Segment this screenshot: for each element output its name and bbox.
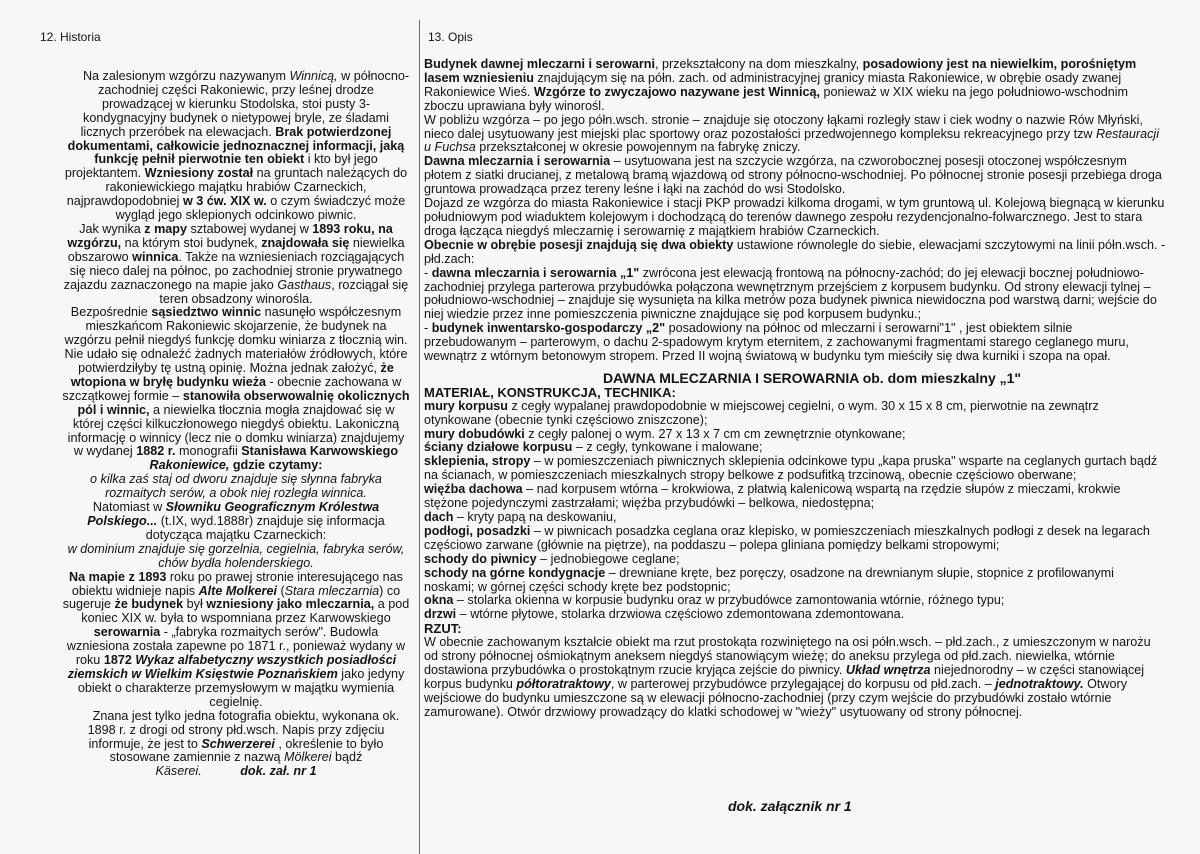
history-column	[62, 70, 410, 779]
description-column	[424, 58, 1166, 720]
material-item: schody na górne kondygnacje – drewniane kręte, bez poręczy, osadzone na drewnianym słupie, stopnice z profilowanymi noskami; w górnej części schody kręte bez podstopnic;	[424, 565, 1114, 594]
description-paragraph: - dawna mleczarnia i serowarnia „1" zwrócona jest elewacją frontową na północny-zachód; do jej elewacji bocznej południowo-zachodniej przylega parterowa przybudówka połączona wewnętrznym przejściem z korpusem budynku. Od strony elewacji tylnej – południowo-wschodniej – znajduje się wysunięta na kilka metrów poza budynek piwnica niewidoczna pod warstwą darni; wejście do niej wiedzie przez inne pomieszczenia piwniczne znajdujące się pod korpusem budynku.;	[424, 265, 1157, 322]
plan-paragraph: W obecnie zachowanym kształcie obiekt ma rzut prostokąta rozwiniętego na osi półn.wsch. – płd.zach., z umieszczonym w narożu od strony północnej ośmiokątnym aneksem niegdyś stanowiącym wieżę; do aneksu przylega od płd.zach. niewielka, wtórnie dostawiona przybudówka o prostokątnym rzucie kryjąca zejście do piwnicy. Układ wnętrza niejednorodny – w części stanowiącej korpus budynku półtoratraktowy, w parterowej przybudówce przylegającej do korpusu od płd.zach. – jednotraktowy. Otwory wejściowe do budynku umieszczone są w elewacji północno-zachodniej (przy czym wejście do przybudówki zostało wtórnie zamurowane). Otwór drzwiowy prowadzący do klatki schodowej w "wieży" usytuowany od strony północnej.	[424, 635, 1151, 719]
material-item: dach – kryty papą na deskowaniu,	[424, 510, 617, 524]
history-quote: o kilka zaś staj od dworu znajduje się słynna fabryka rozmaitych serów, a obok niej rozległa winnica.	[90, 472, 382, 501]
material-item: podłogi, posadzki – w piwnicach posadzka ceglana oraz klepisko, w pomieszczeniach mieszkalnych podłogi z desek na legarach częściowo zarwane (głównie na piętrze), na poddaszu – polepa gliniana pomiędzy belkami stropowymi;	[424, 523, 1150, 552]
section-title: DAWNA MLECZARNIA I SEROWARNIA ob. dom mieszkalny „1"	[602, 369, 1022, 386]
material-item: więźba dachowa – nad korpusem wtórna – krokwiowa, z płatwią kalenicową wspartą na rzędzie słupów z mieczami, krokwie stężone pojedynczymi zastrzałami; więźba przybudówki – belkowa, niedostępna;	[424, 482, 1121, 511]
description-paragraph: - budynek inwentarsko-gospodarczy „2" posadowiony na północ od mleczarni i serowarni"1" , jest obiektem silnie przebudowanym – parterowym, o dachu 2-spadowym krytym eternitem, z zachowanymi fragmentami starego ceglanego muru, wewnątrz z wtórnym betonowym stropem. Przed II wojną światową w budynku tym mieściły się dwa kurniki i szopa na opał.	[424, 321, 1129, 364]
description-paragraph: W pobliżu wzgórza – po jego półn.wsch. stronie – znajduje się otoczony łąkami rozległy staw i ciek wodny o nazwie Rów Młyński, nieco dalej usytuowany jest miejski plac sportowy oraz pozostałości przedwojennego kompleksu rekreacyjnego przy tzw Restauracji u Fuchsa przekształconej w okresie powojennym na fabrykę zniczy.	[424, 112, 1159, 155]
material-item: mury korpusu z cegły wypalanej prawdopodobnie w miejscowej cegielni, o wym. 30 x 15 x 8 cm, pierwotnie na zewnątrz otynkowane (obecnie tynki częściowo zniszczone);	[424, 398, 1099, 427]
attachment-reference: dok. załącznik nr 1	[728, 798, 852, 814]
history-paragraph: Jak wynika z mapy sztabowej wydanej w 1893 roku, na wzgórzu, na którym stoi budynek, znajdowała się niewielka obszarowo winnica. Także na wzniesieniach rozciągających się nieco dalej na północ, po zachodniej stronie prywatnego zajazdu zaznaczonego na mapie jako Gasthaus, rozciągał się teren obsadzony winorośla.	[63, 221, 409, 306]
history-paragraph: Na zalesionym wzgórzu nazywanym Winnicą, w północno-zachodniej części Rakoniewic, przy leśnej drodze prowadzącej w kierunku Stodolska, stoi pusty 3-kondygnacyjny budynek o nietypowej bryle, ze śladami licznych przeróbek na elewacjach. Brak potwierdzonej dokumentami, całkowicie jednoznacznej informacji, jaką funkcję pełnił pierwotnie ten obiekt i kto był jego projektantem. Wzniesiony został na gruntach należących do rakoniewickiego majątku hrabiów Czarneckich, najprawdopodobniej w 3 ćw. XIX w. o czym świadczyć może wygląd jego sklepionych odcinkowo piwnic.	[64, 69, 410, 223]
description-paragraph: Dojazd ze wzgórza do miasta Rakoniewice i stacji PKP prowadzi kilkoma drogami, w tym gruntową ul. Kolejową biegnącą w kierunku południowym pod wiaduktem kolejowym i dochodzącą do terenów dawnego zespołu rezydencjonalno-folwarcznego. Jest to stara droga łącząca niegdyś mleczarnię i serowarnię z majątkiem hrabiów Czarneckich.	[424, 196, 1165, 238]
material-item: ściany działowe korpusu – z cegły, tynkowane i malowane;	[424, 440, 763, 455]
right-column-header: 13. Opis	[428, 30, 473, 44]
left-column-header: 12. Historia	[40, 30, 101, 44]
material-item: okna – stolarka okienna w korpusie budynku oraz w przybudówce zamontowania wtórnie, różnego typu;	[424, 593, 1005, 608]
history-paragraph: Bezpośrednie sąsiedztwo winnic nasunęło współczesnym mieszkańcom Rakoniewic skojarzenie, że budynek na wzgórzu pełnił niegdyś funkcję domku winiarza z tłocznią win. Nie udało się odnaleźć żadnych materiałów źródłowych, które potwierdziłyby tę ustną opinię. Można jednak założyć, że wtopiona w bryłę budynku wieża - obecnie zachowana w szczątkowej formie – stanowiła obserwowalnię okolicznych pól i winnic, a niewielka tłocznia mogła znajdować się w której części kilkuczłonowego niegdyś obiektu. Lakoniczną informację o winnicy (lecz nie o domku winiarza) znajdujemy w wydanej 1882 r. monografii Stanisława Karwowskiego Rakoniewice, gdzie czytamy:	[62, 305, 410, 473]
history-paragraph: Na mapie z 1893 roku po prawej stronie interesującego nas obiektu widnieje napis Alte Molkerei (Stara mleczarnia) co sugeruje że budynek był wzniesiony jako mleczarnia, a pod koniec XIX w. była to wspomniana przez Karwowskiego serowarnia - „fabryka rozmaitych serów". Budowla wzniesiona została zapewne po 1871 r., ponieważ wydany w roku 1872 Wykaz alfabetyczny wszystkich posiadłości ziemskich w Wielkim Księstwie Poznańskiem jako jedyny obiekt o charakterze przemysłowym w majątku wymienia cegielnię.	[62, 569, 410, 709]
column-divider	[419, 20, 420, 854]
materials-heading: MATERIAŁ, KONSTRUKCJA, TECHNIKA:	[424, 384, 676, 400]
description-paragraph: Dawna mleczarnia i serowarnia – usytuowana jest na szczycie wzgórza, na czworobocznej posesji otoczonej współczesnym płotem z siatki drucianej, z metalową bramą wjazdową od strony północno-wschodniej. Po północnej stronie posesji przebiega droga gruntowa prowadząca przez tereny leśne i łąki na zachód do wsi Stodolsko.	[424, 154, 1162, 197]
material-item: mury dobudówki z cegły palonej o wym. 27 x 13 x 7 cm cm zewnętrznie otynkowane;	[424, 426, 906, 441]
description-paragraph: Budynek dawnej mleczarni i serowarni, przekształcony na dom mieszkalny, posadowiony jest na niewielkim, porośniętym lasem wzniesieniu znajdującym się na półn. zach. od administracyjnej granicy miasta Rakoniewice, w obrębie osady zwanej Rakoniewice Wieś. Wzgórze to zwyczajowo nazywane jest Winnicą, ponieważ w XIX wieku na jego południowo-wschodnim zboczu uprawiana były winorośl.	[424, 57, 1137, 113]
history-paragraph: Natomiast w Słowniku Geograficznym Królestwa Polskiego... (t.IX, wyd.1888r) znajduje się informacja dotycząca majątku Czarneckich:	[87, 500, 385, 542]
history-quote: w dominium znajduje się gorzelnia, cegielnia, fabryka serów, chów bydła holenderskiego.	[67, 541, 405, 570]
description-paragraph: Obecnie w obrębie posesji znajdują się dwa obiekty ustawione równolegle do siebie, elewacjami szczytowymi na linii półn.wsch. - płd.zach:	[424, 237, 1166, 266]
history-paragraph: Znana jest tylko jedna fotografia obiektu, wykonana ok. 1898 r. z drogi od strony płd.wsch. Napis przy zdjęciu informuje, że jest to Schwerzerei , określenie to było stosowane zamiennie z nazwą Mölkerei bądź Käserei. dok. zał. nr 1	[87, 708, 400, 779]
material-item: schody do piwnicy – jednobiegowe ceglane;	[424, 551, 680, 566]
history-doc-reference: dok. zał. nr 1	[240, 764, 317, 779]
material-item: sklepienia, stropy – w pomieszczeniach piwnicznych sklepienia odcinkowe typu „kapa pruska" wsparte na ceglanych gurtach bądź na ścianach, w pomieszczeniach mieszkalnych stropy belkowe z podsufitką trzcinową, obecnie częściowo oberwane;	[424, 454, 1158, 483]
plan-heading: RZUT:	[424, 621, 462, 637]
material-item: drzwi – wtórne płytowe, stolarka drzwiowa częściowo zdemontowana zdemontowana.	[424, 607, 905, 622]
